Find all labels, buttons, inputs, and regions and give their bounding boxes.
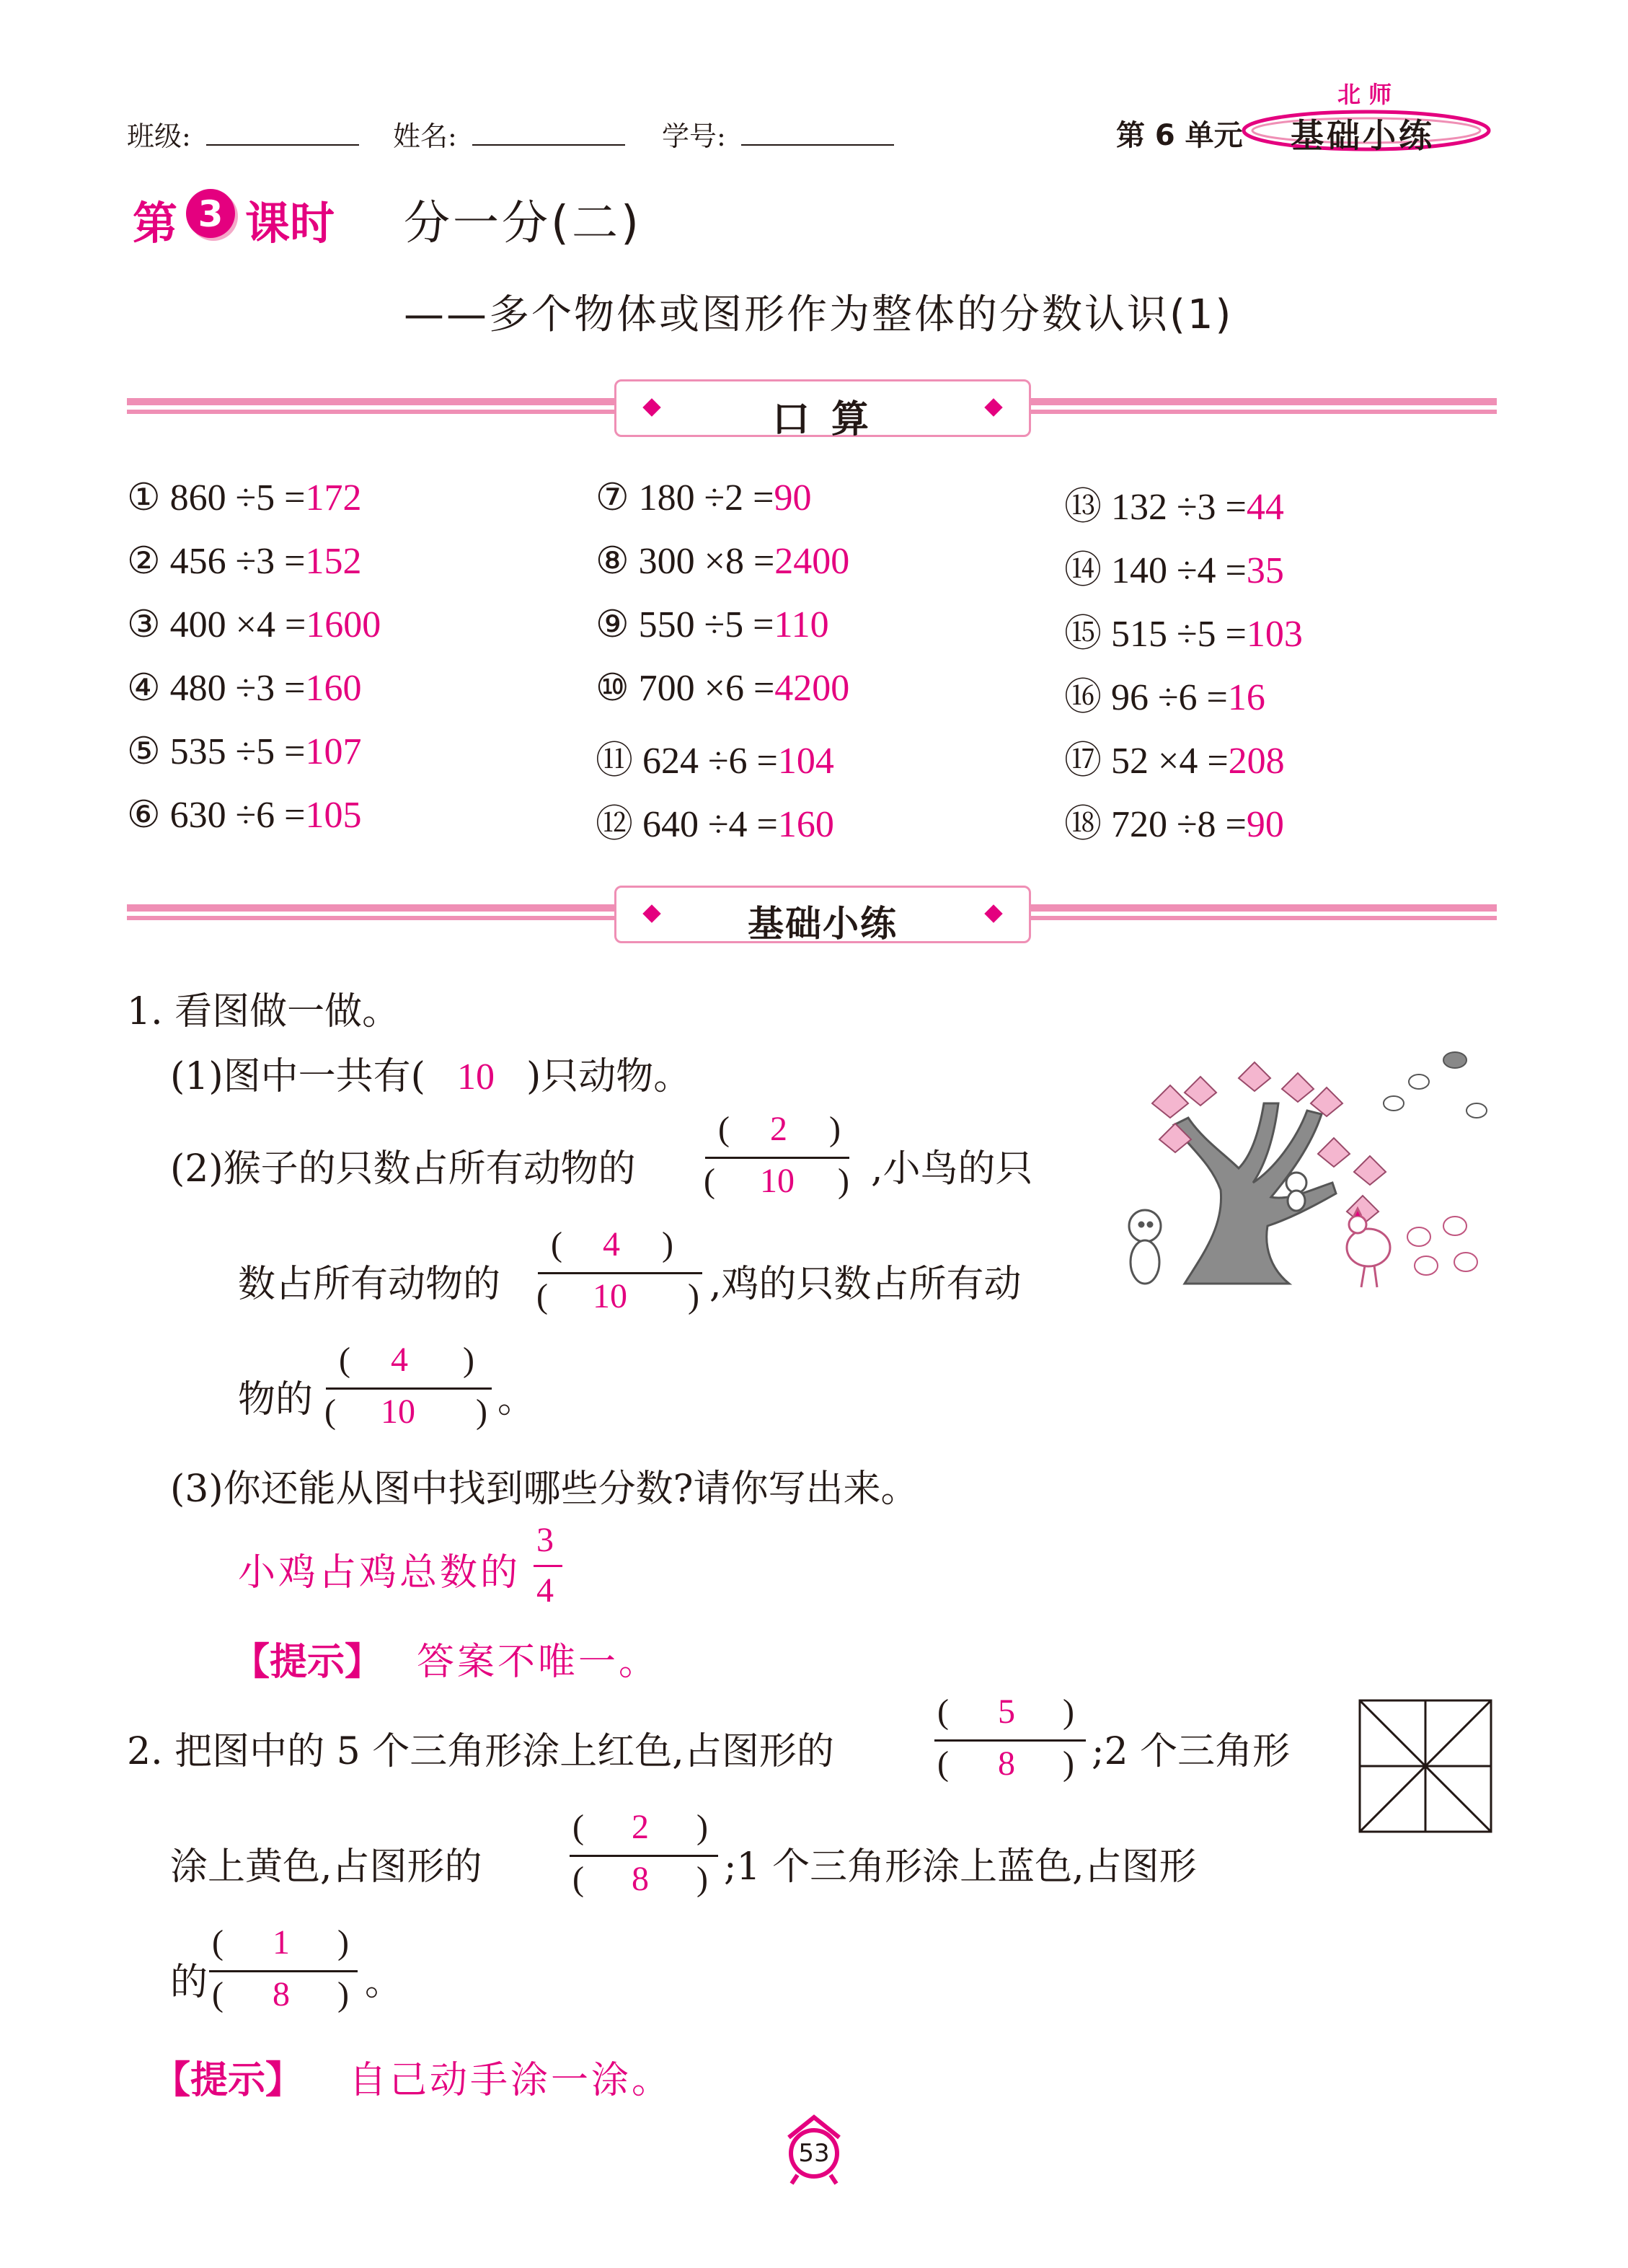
page-number: 53 <box>798 2139 830 2168</box>
section-title-practice: 基础小练 <box>748 903 898 945</box>
brand-logo <box>1240 76 1492 156</box>
chick-icon <box>1407 1217 1477 1275</box>
id-label: 学号: <box>662 120 726 152</box>
lesson-prefix: 第 <box>133 197 178 250</box>
calc-item: ⑭ 140 ÷4 =35 <box>1064 550 1284 591</box>
fraction-red: ( 5 ) ( 8 ) <box>934 1692 1107 1793</box>
section-header-oral <box>614 379 1031 441</box>
calc-item: ⑧ 300 ×8 =2400 <box>596 541 850 582</box>
name-field[interactable] <box>472 144 625 146</box>
q1-part2-line2a: 数占所有动物的 <box>238 1263 501 1306</box>
q2-hint: 自己动手涂一涂。 <box>349 2059 673 2102</box>
q1-answer-total: 10 <box>456 1056 495 1098</box>
q1-part2-line1b: ,小鸟的只 <box>871 1147 1033 1191</box>
q1-title: 1. 看图做一做。 <box>127 990 400 1033</box>
class-field[interactable] <box>206 144 359 146</box>
bird-icon <box>1384 1052 1487 1118</box>
fraction-chickens: ( 4 ) ( 10 ) <box>322 1340 495 1441</box>
fraction-blue: ( 1 ) ( 8 ) <box>209 1923 368 2024</box>
fraction-monkey: ( 2 ) ( 10 ) <box>704 1110 849 1200</box>
q2-line1b: ;2 个三角形 <box>1092 1730 1291 1773</box>
calc-item: ⑤ 535 ÷5 =107 <box>127 731 362 772</box>
q2-line1a: 2. 把图中的 5 个三角形涂上红色,占图形的 <box>127 1730 834 1773</box>
q1-part1: (1)图中一共有( 10 )只动物。 <box>170 1055 691 1098</box>
calc-item: ⑯ 96 ÷6 =16 <box>1064 677 1265 718</box>
tree-animals-illustration <box>1116 1046 1505 1300</box>
calc-item: ① 860 ÷5 =172 <box>127 477 362 519</box>
lesson-title: 分一分(二) <box>404 197 642 250</box>
unit-label: 第 6 单元 <box>1116 119 1243 152</box>
q2-line2a: 涂上黄色,占图形的 <box>170 1845 482 1889</box>
page-number-badge <box>774 2109 854 2188</box>
calc-item: ⑩ 700 ×6 =4200 <box>596 668 850 709</box>
calc-item: ⑱ 720 ÷8 =90 <box>1064 804 1284 845</box>
q1-part3-answer: 小鸡占鸡总数的 <box>238 1551 521 1594</box>
calc-item: ⑰ 52 ×4 =208 <box>1064 741 1285 782</box>
id-field[interactable] <box>741 144 894 146</box>
lesson-subtitle: ——多个物体或图形作为整体的分数认识(1) <box>404 291 1234 338</box>
monkey-icon <box>1129 1210 1161 1284</box>
q2-line3-end: 。 <box>365 1961 403 2004</box>
fraction-yellow: ( 2 ) ( 8 ) <box>570 1807 728 1908</box>
calc-item: ③ 400 ×4 =1600 <box>127 604 381 645</box>
q2-line3a: 的 <box>170 1961 208 2004</box>
name-label: 姓名: <box>393 120 457 152</box>
class-label: 班级: <box>127 120 191 152</box>
q1-part3: (3)你还能从图中找到哪些分数?请你写出来。 <box>170 1468 919 1511</box>
section-title-oral: 口 算 <box>771 398 874 441</box>
calc-item: ④ 480 ÷3 =160 <box>127 668 362 709</box>
q1-hint: 答案不唯一。 <box>417 1641 660 1684</box>
calc-item: ⑪ 624 ÷6 =104 <box>596 741 834 782</box>
calc-item: ⑨ 550 ÷5 =110 <box>596 604 829 645</box>
calc-item: ⑥ 630 ÷6 =105 <box>127 795 362 836</box>
brand-main: 基础小练 <box>1291 116 1435 155</box>
q1-part2-end: 。 <box>497 1378 536 1421</box>
q1-part2-line1a: (2)猴子的只数占所有动物的 <box>170 1147 636 1191</box>
q1-part2-line3a: 物的 <box>238 1378 314 1421</box>
calc-item: ⑦ 180 ÷2 =90 <box>596 477 812 519</box>
fraction-birds: ( 4 ) ( 10 ) <box>534 1225 707 1325</box>
brand-top: 北 师 <box>1337 81 1392 108</box>
q2-line2b: ;1 个三角形涂上蓝色,占图形 <box>724 1845 1197 1889</box>
calc-item: ⑮ 515 ÷5 =103 <box>1064 614 1303 655</box>
lesson-suffix: 课时 <box>245 197 335 250</box>
section-header-practice <box>614 886 1031 943</box>
monkey-icon <box>1286 1173 1306 1211</box>
calc-item: ② 456 ÷3 =152 <box>127 541 362 582</box>
lesson-number-badge <box>186 189 235 238</box>
q1-part2-line2b: ,鸡的只数占所有动 <box>709 1263 1022 1306</box>
q2-hint-label: 【提示】 <box>153 2058 304 2102</box>
calc-item: ⑬ 132 ÷3 =44 <box>1064 487 1284 528</box>
square-triangles-figure[interactable] <box>1358 1699 1492 1833</box>
lesson-number: 3 <box>198 193 224 235</box>
q1-hint-label: 【提示】 <box>232 1640 383 1684</box>
fraction-chicks: 3 4 <box>534 1520 570 1614</box>
calc-item: ⑫ 640 ÷4 =160 <box>596 804 834 845</box>
